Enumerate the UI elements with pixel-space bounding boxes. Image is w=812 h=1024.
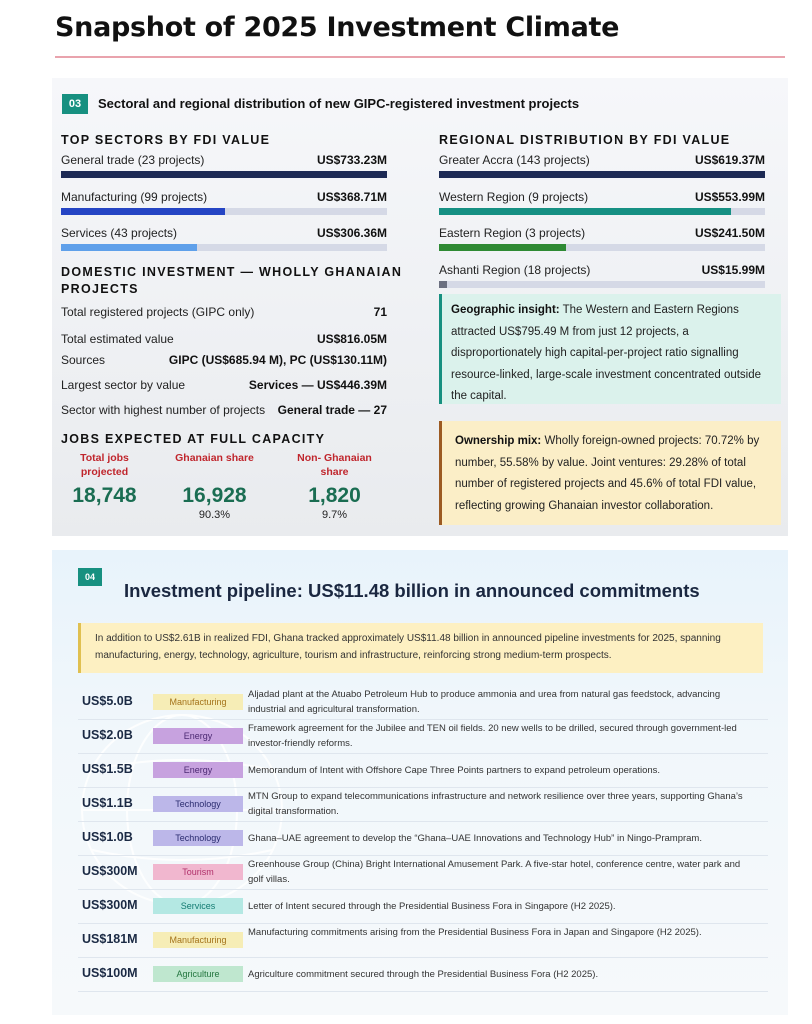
pipeline-description: Manufacturing commitments arising from the Presidential Business Fora in Japan and Singapore (H2 2025).: [248, 927, 702, 938]
jobs-heading: JOBS EXPECTED AT FULL CAPACITY: [61, 432, 326, 446]
sector-row: [61, 153, 387, 179]
region-value: US$553.99M: [694, 189, 765, 204]
region-bar-track: [439, 281, 765, 288]
region-value: US$15.99M: [701, 262, 765, 277]
jobs-percent: 90.3%: [198, 509, 231, 521]
region-bar-fill: [439, 208, 731, 215]
region-bar-track: [439, 208, 765, 215]
section-04-badge: 04: [78, 568, 102, 586]
region-label: Eastern Region (3 projects): [439, 226, 586, 240]
jobs-number: 18,748: [72, 484, 137, 507]
geographic-insight-text: The Western and Eastern Regions attracted US$795.49 M from just 12 projects, a disproportionately high capital-per-project ratio signalling resource-linked, large-scale investment concentrated outside the capital.: [451, 304, 762, 402]
pipeline-sector-tag: Technology: [153, 796, 243, 812]
pipeline-row: [78, 856, 768, 890]
jobs-label: Total jobs projected: [80, 452, 129, 478]
sector-bar-fill: [61, 208, 225, 215]
sector-value: US$733.23M: [316, 153, 387, 167]
pipeline-description: Agriculture commitment secured through the Presidential Business Fora (H2 2025).: [248, 969, 599, 980]
domestic-value: 71: [373, 305, 387, 319]
domestic-key: Total estimated value: [61, 332, 174, 346]
pipeline-row: [78, 686, 768, 720]
pipeline-sector-tag: Technology: [153, 830, 243, 846]
pipeline-row: [78, 890, 768, 924]
domestic-heading-line2: PROJECTS: [61, 282, 139, 296]
pipeline-row: [78, 958, 768, 992]
pipeline-description: Letter of Intent secured through the Presidential Business Fora in Singapore (H2 2025).: [248, 901, 616, 912]
pipeline-amount: US$300M: [82, 864, 138, 878]
region-value: US$241.50M: [694, 226, 765, 240]
ownership-mix-label: Ownership mix:: [455, 435, 542, 447]
sector-value: US$368.71M: [316, 189, 387, 204]
domestic-row: [61, 378, 387, 396]
pipeline-intro: In addition to US$2.61B in realized FDI, Ghana tracked approximately US$11.48 billion in announced pipeline investments for 2025, spanning manufacturing, energy, technology, agriculture, tourism and infrastructure, reinforcing strong medium-term prospects.: [78, 623, 763, 673]
pipeline-sector-tag: Agriculture: [153, 966, 243, 982]
pipeline-description: Greenhouse Group (China) Bright International Amusement Park. A five-star hotel, conference centre, water park and golf villas.: [248, 859, 741, 885]
sector-bar-track: [61, 171, 387, 178]
region-bar-track: [439, 244, 765, 251]
pipeline-row: [78, 720, 768, 754]
region-label: Western Region (9 projects): [439, 189, 589, 204]
pipeline-sector-tag: Energy: [153, 762, 243, 778]
pipeline-amount: US$5.0B: [82, 694, 133, 708]
jobs-label: Non- Ghanaian share: [297, 452, 372, 478]
domestic-row: [61, 353, 387, 371]
pipeline-amount: US$100M: [82, 966, 138, 980]
jobs-number: 1,820: [308, 484, 361, 507]
jobs-number: 16,928: [182, 484, 247, 507]
region-label: Ashanti Region (18 projects): [439, 262, 591, 277]
region-label: Greater Accra (143 projects): [439, 153, 590, 167]
region-value: US$619.37M: [694, 153, 765, 167]
sector-label: Manufacturing (99 projects): [61, 189, 208, 204]
sector-bar-fill: [61, 171, 387, 178]
region-row: [439, 226, 765, 252]
jobs-column: [57, 451, 152, 509]
jobs-column: [167, 451, 262, 521]
pipeline-amount: US$300M: [82, 898, 138, 912]
pipeline-description: Aljadad plant at the Atuabo Petroleum Hub to produce ammonia and urea from natural gas feedstock, advancing industrial and agricultural transformation.: [248, 689, 721, 715]
sector-value: US$306.36M: [316, 226, 387, 240]
pipeline-sector-tag: Tourism: [153, 864, 243, 880]
pipeline-description: MTN Group to expand telecommunications infrastructure and network resilience over three years, supporting Ghana’s digital transformation.: [248, 791, 743, 817]
domestic-value: US$816.05M: [316, 332, 387, 346]
domestic-key: Largest sector by value: [61, 378, 186, 392]
section-03-title: Sectoral and regional distribution of new GIPC-registered investment projects: [98, 96, 580, 111]
section-04-title: Investment pipeline: US$11.48 billion in announced commitments: [124, 580, 700, 601]
section-03: [52, 78, 788, 536]
geographic-insight-label: Geographic insight:: [451, 304, 560, 316]
ownership-mix-text: Wholly foreign-owned projects: 70.72% by number, 55.58% by value. Joint ventures: 29.28% of total number of registered projects and 45.6% of total FDI value, reflecting growing Ghanaian investor collaboration.: [455, 435, 760, 512]
domestic-row: [61, 305, 387, 323]
domestic-row: [61, 403, 387, 421]
pipeline-sector-tag: Manufacturing: [153, 932, 243, 948]
pipeline-amount: US$1.1B: [82, 796, 133, 810]
region-bar-fill: [439, 171, 765, 178]
pipeline-row: [78, 754, 768, 788]
geographic-insight-box: [439, 294, 781, 404]
pipeline-sector-tag: Manufacturing: [153, 694, 243, 710]
top-sectors-heading: TOP SECTORS BY FDI VALUE: [61, 133, 271, 147]
region-row: [439, 263, 765, 289]
pipeline-description: Ghana–UAE agreement to develop the “Ghana–UAE Innovations and Technology Hub” in Ningo-Prampram.: [248, 833, 702, 844]
region-bar-fill: [439, 281, 447, 288]
pipeline-amount: US$1.0B: [82, 830, 133, 844]
title-rule: [55, 56, 785, 58]
sector-bar-track: [61, 244, 387, 251]
sector-label: General trade (23 projects): [61, 153, 205, 167]
pipeline-description: Framework agreement for the Jubilee and TEN oil fields. 20 new wells to be drilled, secured through government-led investor-friendly reforms.: [248, 723, 737, 749]
domestic-value: General trade — 27: [277, 403, 387, 417]
pipeline-sector-tag: Energy: [153, 728, 243, 744]
pipeline-sector-tag: Services: [153, 898, 243, 914]
domestic-row: [61, 332, 387, 350]
sector-row: [61, 190, 387, 216]
sector-bar-fill: [61, 244, 197, 251]
ownership-mix-box: [439, 421, 781, 525]
sector-row: [61, 226, 387, 252]
section-03-badge: 03: [62, 94, 88, 114]
pipeline-amount: US$1.5B: [82, 762, 133, 776]
region-row: [439, 190, 765, 216]
page-title: Snapshot of 2025 Investment Climate: [55, 12, 620, 43]
jobs-label: Ghanaian share: [175, 452, 254, 464]
domestic-heading: [61, 264, 402, 298]
section-04: [52, 550, 788, 1015]
pipeline-row: [78, 822, 768, 856]
domestic-key: Total registered projects (GIPC only): [61, 305, 255, 319]
sector-bar-track: [61, 208, 387, 215]
domestic-value: Services — US$446.39M: [248, 378, 387, 392]
pipeline-amount: US$2.0B: [82, 728, 133, 742]
region-bar-fill: [439, 244, 566, 251]
pipeline-amount: US$181M: [82, 932, 138, 946]
jobs-percent: 9.7%: [321, 509, 348, 521]
domestic-heading-line1: DOMESTIC INVESTMENT — WHOLLY GHANAIAN: [61, 265, 403, 279]
jobs-column: [287, 451, 382, 521]
pipeline-row: [78, 924, 768, 958]
region-bar-track: [439, 171, 765, 178]
pipeline-row: [78, 788, 768, 822]
domestic-value: GIPC (US$685.94 M), PC (US$130.11M): [168, 353, 387, 367]
regional-heading: REGIONAL DISTRIBUTION BY FDI VALUE: [439, 133, 731, 147]
sector-label: Services (43 projects): [61, 226, 178, 240]
pipeline-description: Memorandum of Intent with Offshore Cape Three Points partners to expand petroleum operations.: [248, 765, 661, 776]
region-row: [439, 153, 765, 179]
domestic-key: Sector with highest number of projects: [61, 403, 266, 417]
domestic-key: Sources: [61, 353, 106, 367]
